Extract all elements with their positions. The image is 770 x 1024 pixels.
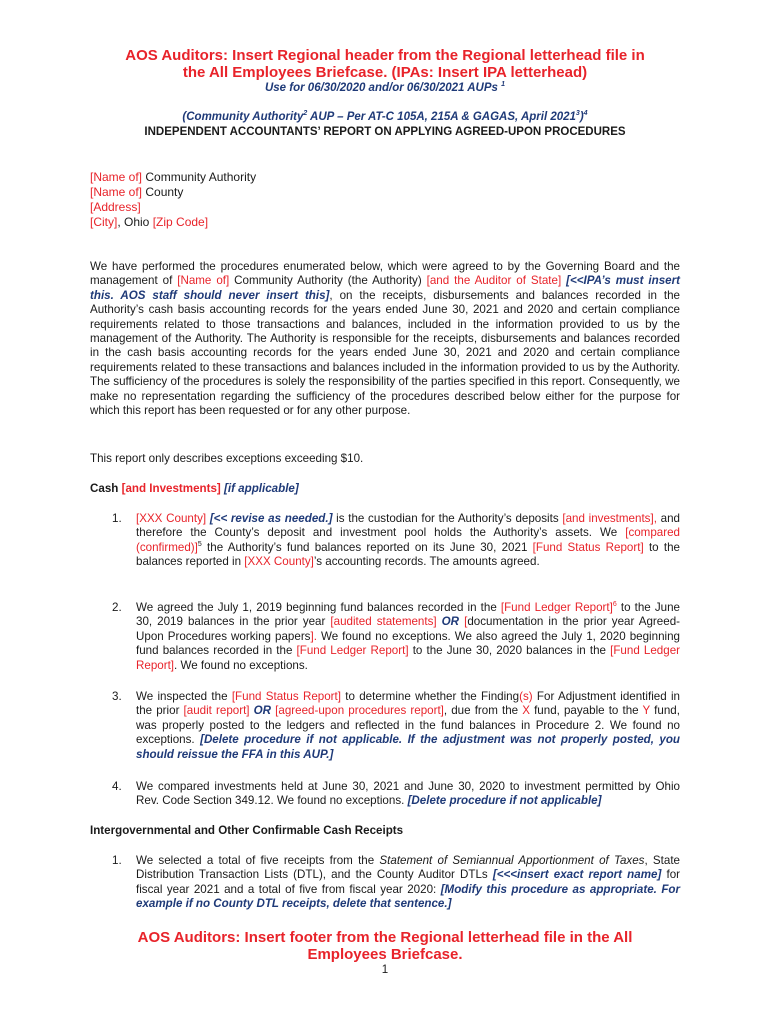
footer-line-2: Employees Briefcase.	[307, 946, 463, 963]
address-line-county: [Name of] County	[90, 185, 184, 199]
address-line-street: [Address]	[90, 200, 141, 214]
cash-heading: Cash [and Investments] [if applicable]	[90, 482, 299, 495]
intergov-heading: Intergovernmental and Other Confirmable Cash Receipts	[90, 824, 404, 837]
intro-paragraph: We have performed the procedures enumerated below, which were agreed to by the Governing Board and the management of [Name of] Community Authority (the Authority) [and the Auditor of State] [<<IPA’s must insert this. AOS staff should never insert this], on the receipts, disbursements and balances recorded in the Authority’s cash basis accounting records for the years ended June 30, 2021 and 2020 and certain compliance requirements related to those transactions and balances, included in the information provided to us by the management of the Authority. The Authority is responsible for the receipts, disbursements and balances recorded in the cash basis accounting records for the years ended June 30, 2021 and 2020 and certain compliance requirements related to these transactions and balances included in the information provided to us by the Authority. The sufficiency of the procedures is solely the responsibility of the parties specified in this report. Consequently, we make no representation regarding the sufficiency of the procedures described below either for the purpose for which this report has been requested or for any other purpose.	[90, 260, 680, 418]
exceptions-note: This report only describes exceptions exceeding $10.	[90, 452, 364, 465]
page-number: 1	[381, 964, 389, 976]
footer-instruction	[40, 929, 730, 963]
address-line-city: [City], Ohio [Zip Code]	[90, 215, 209, 229]
letterhead-line-2: the All Employees Briefcase. (IPAs: Insert IPA letterhead)	[182, 64, 588, 81]
use-for-line: Use for 06/30/2020 and/or 06/30/2021 AUPs $^1$	[264, 81, 505, 94]
address-line-authority: [Name of] Community Authority	[90, 170, 257, 184]
document-page: AOS Auditors: Insert Regional header from the Regional letterhead file in the All Employees Briefcase. (IPAs: Insert IPA letterhead) Use for 06/30/2020 and/or 06/30/2021 AUPs $^1$ (Community Authority$^2$ AUP – Per AT-C 105A, 215A & GAGAS, April 2021$^3$)$^4$ INDEPENDENT ACCOUNTANTS’ REPORT ON APPLYING AGREED-UPON PROCEDURES [Name of] Community Authority [Name of] County [Address] [City], Ohio [Zip Code] We have performed the procedures enumerated below, which were agreed to by the Governing Board and the management of [Name of] Community Authority (the Authority) [and the Auditor of State] [<<IPA’s must insert this. AOS staff should never insert this], on the receipts, disbursements and balances recorded in the Authority’s cash basis accounting records for the years ended June 30, 2021 and 2020 and certain compliance requirements related to those transactions and balances, included in the information provided to us by the management of the Authority. The Authority is responsible for the receipts, disbursements and balances recorded in the cash basis accounting records for the years ended June 30, 2021 and 2020 and certain compliance requirements related to these transactions and balances included in the information provided to us by the Authority. The sufficiency of the procedures is solely the responsibility of the parties specified in this report. Consequently, we make no representation regarding the sufficiency of the procedures described below either for the purpose for which this report has been requested or for any other purpose. This report only describes exceptions exceeding $10. Cash [and Investments] [if applicable] 1. [XXX County] [<< revise as needed.] is the custodian for the Authority’s deposits [and investments], and therefore the County’s deposit and investment pool holds the Authority’s assets. We [compared (confirmed)]$^5$ the Authority’s fund balances reported on its June 30, 2021 [Fund Status Report] to the balances reported in [XXX County]’s accounting records. The amounts agreed. 2. We agreed the July 1, 2019 beginning fund balances recorded in the [Fund Ledger Report]$^6$ to the June 30, 2019 balances in the prior year [audited statements] OR [documentation in the prior year Agreed-Upon Procedures working papers]. We found no exceptions. We also agreed the July 1, 2020 beginning fund balances recorded in the [Fund Ledger Report] to the June 30, 2020 balances in the [Fund Ledger Report]. We found no exceptions. 3. We inspected the [Fund Status Report] to determine whether the Finding(s) For Adjustment identified in the prior [audit report] OR [agreed-upon procedures report], due from the X fund, payable to the Y fund, was properly posted to the ledgers and reflected in the fund balances in Procedure 2. We found no exceptions. [Delete procedure if not applicable. If the adjustment was not properly posted, you should reissue the FFA in this AUP.] 4. We compared investments held at June 30, 2021 and June 30, 2020 to investment permitted by Ohio Rev. Code Section 349.12. We found no exceptions. [Delete procedure if not applicable] Intergovernmental and Other Confirmable Cash Receipts 1. We selected a total of five receipts from the Statement of Semiannual Apportionment of Taxes, State Distribution Transaction Lists (DTL), and the County Auditor DTLs [<<<insert exact report name] for fiscal year 2021 and a total of five from fiscal year 2020: [Modify this procedure as appropriate. For example if no County DTL receipts, delete that sentence.] AOS Auditors: Insert footer from the Regional letterhead file in the All Employees Briefcase. 1	[0, 0, 770, 1024]
letterhead-line-1: AOS Auditors: Insert Regional header from the Regional letterhead file in	[125, 47, 645, 64]
footer-line-1: AOS Auditors: Insert footer from the Regional letterhead file in the All	[137, 929, 633, 946]
aup-standard-line: (Community Authority$^2$ AUP – Per AT-C 105A, 215A & GAGAS, April 2021$^3$)$^4$	[182, 110, 588, 123]
report-title: INDEPENDENT ACCOUNTANTS’ REPORT ON APPLYING AGREED-UPON PROCEDURES	[144, 126, 626, 138]
letterhead-instruction	[40, 47, 730, 81]
address-block	[90, 170, 256, 230]
